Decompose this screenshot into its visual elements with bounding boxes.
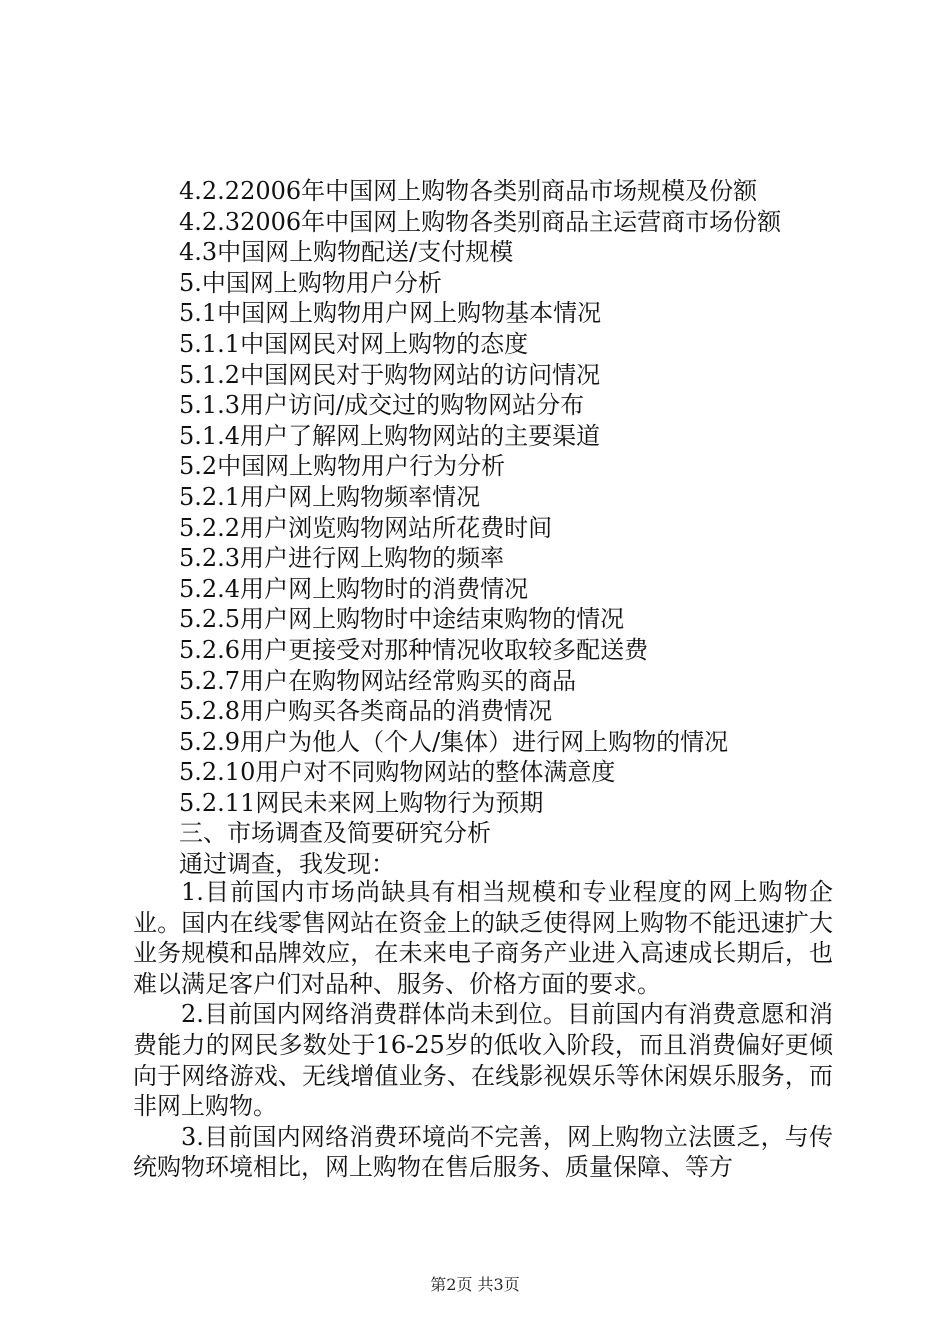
toc-line: 5.1.1中国网民对网上购物的态度 bbox=[179, 329, 529, 358]
toc-line: 5.2.5用户网上购物时中途结束购物的情况 bbox=[179, 605, 625, 634]
paragraph: 3.目前国内网络消费环境尚不完善，网上购物立法匮乏，与传统购物环境相比，网上购物在售后服务、质量保障、等方 bbox=[133, 1122, 833, 1182]
toc-line: 4.2.22006年中国网上购物各类别商品市场规模及份额 bbox=[179, 177, 758, 205]
toc-line: 5.2.3用户进行网上购物的频率 bbox=[179, 544, 505, 573]
toc-line: 5.1.2中国网民对于购物网站的访问情况 bbox=[179, 360, 601, 389]
toc-line: 5.2中国网上购物用户行为分析 bbox=[179, 452, 506, 481]
page-footer: 第2页 共3页 bbox=[430, 1275, 520, 1294]
intro-line: 通过调查，我发现： bbox=[179, 850, 395, 879]
toc-line: 5.1.4用户了解网上购物网站的主要渠道 bbox=[179, 421, 601, 450]
toc-line: 5.2.2用户浏览购物网站所花费时间 bbox=[179, 513, 553, 542]
toc-line: 4.3中国网上购物配送/支付规模 bbox=[179, 238, 514, 267]
toc-line: 5.2.11网民未来网上购物行为预期 bbox=[179, 788, 544, 817]
toc-line: 5.2.7用户在购物网站经常购买的商品 bbox=[179, 666, 577, 695]
findings-body bbox=[133, 877, 833, 1183]
toc-line: 5.中国网上购物用户分析 bbox=[179, 268, 442, 297]
paragraph: 1.目前国内市场尚缺具有相当规模和专业程度的网上购物企业。国内在线零售网站在资金上的缺乏使得网上购物不能迅速扩大业务规模和品牌效应，在未来电子商务产业进入高速成长期后，也难以满足客户们对品种、服务、价格方面的要求。 bbox=[133, 878, 833, 998]
toc-line: 5.2.9用户为他人（个人/集体）进行网上购物的情况 bbox=[179, 727, 729, 756]
toc-line: 5.2.10用户对不同购物网站的整体满意度 bbox=[179, 758, 616, 787]
toc-line: 5.1.3用户访问/成交过的购物网站分布 bbox=[179, 391, 585, 420]
toc-line: 5.2.1用户网上购物频率情况 bbox=[179, 482, 481, 511]
toc-line: 5.1中国网上购物用户网上购物基本情况 bbox=[179, 299, 602, 328]
table-of-contents bbox=[133, 176, 833, 880]
toc-line: 5.2.8用户购买各类商品的消费情况 bbox=[179, 697, 553, 726]
toc-line: 5.2.4用户网上购物时的消费情况 bbox=[179, 574, 529, 603]
toc-line: 4.2.32006年中国网上购物各类别商品主运营商市场份额 bbox=[179, 207, 782, 236]
paragraph: 2.目前国内网络消费群体尚未到位。目前国内有消费意愿和消费能力的网民多数处于16-25岁的低收入阶段，而且消费偏好更倾向于网络游戏、无线增值业务、在线影视娱乐等休闲娱乐服务，而非网上购物。 bbox=[133, 1000, 833, 1121]
section-heading: 三、市场调查及简要研究分析 bbox=[179, 819, 491, 848]
toc-line: 5.2.6用户更接受对那种情况收取较多配送费 bbox=[179, 635, 649, 664]
